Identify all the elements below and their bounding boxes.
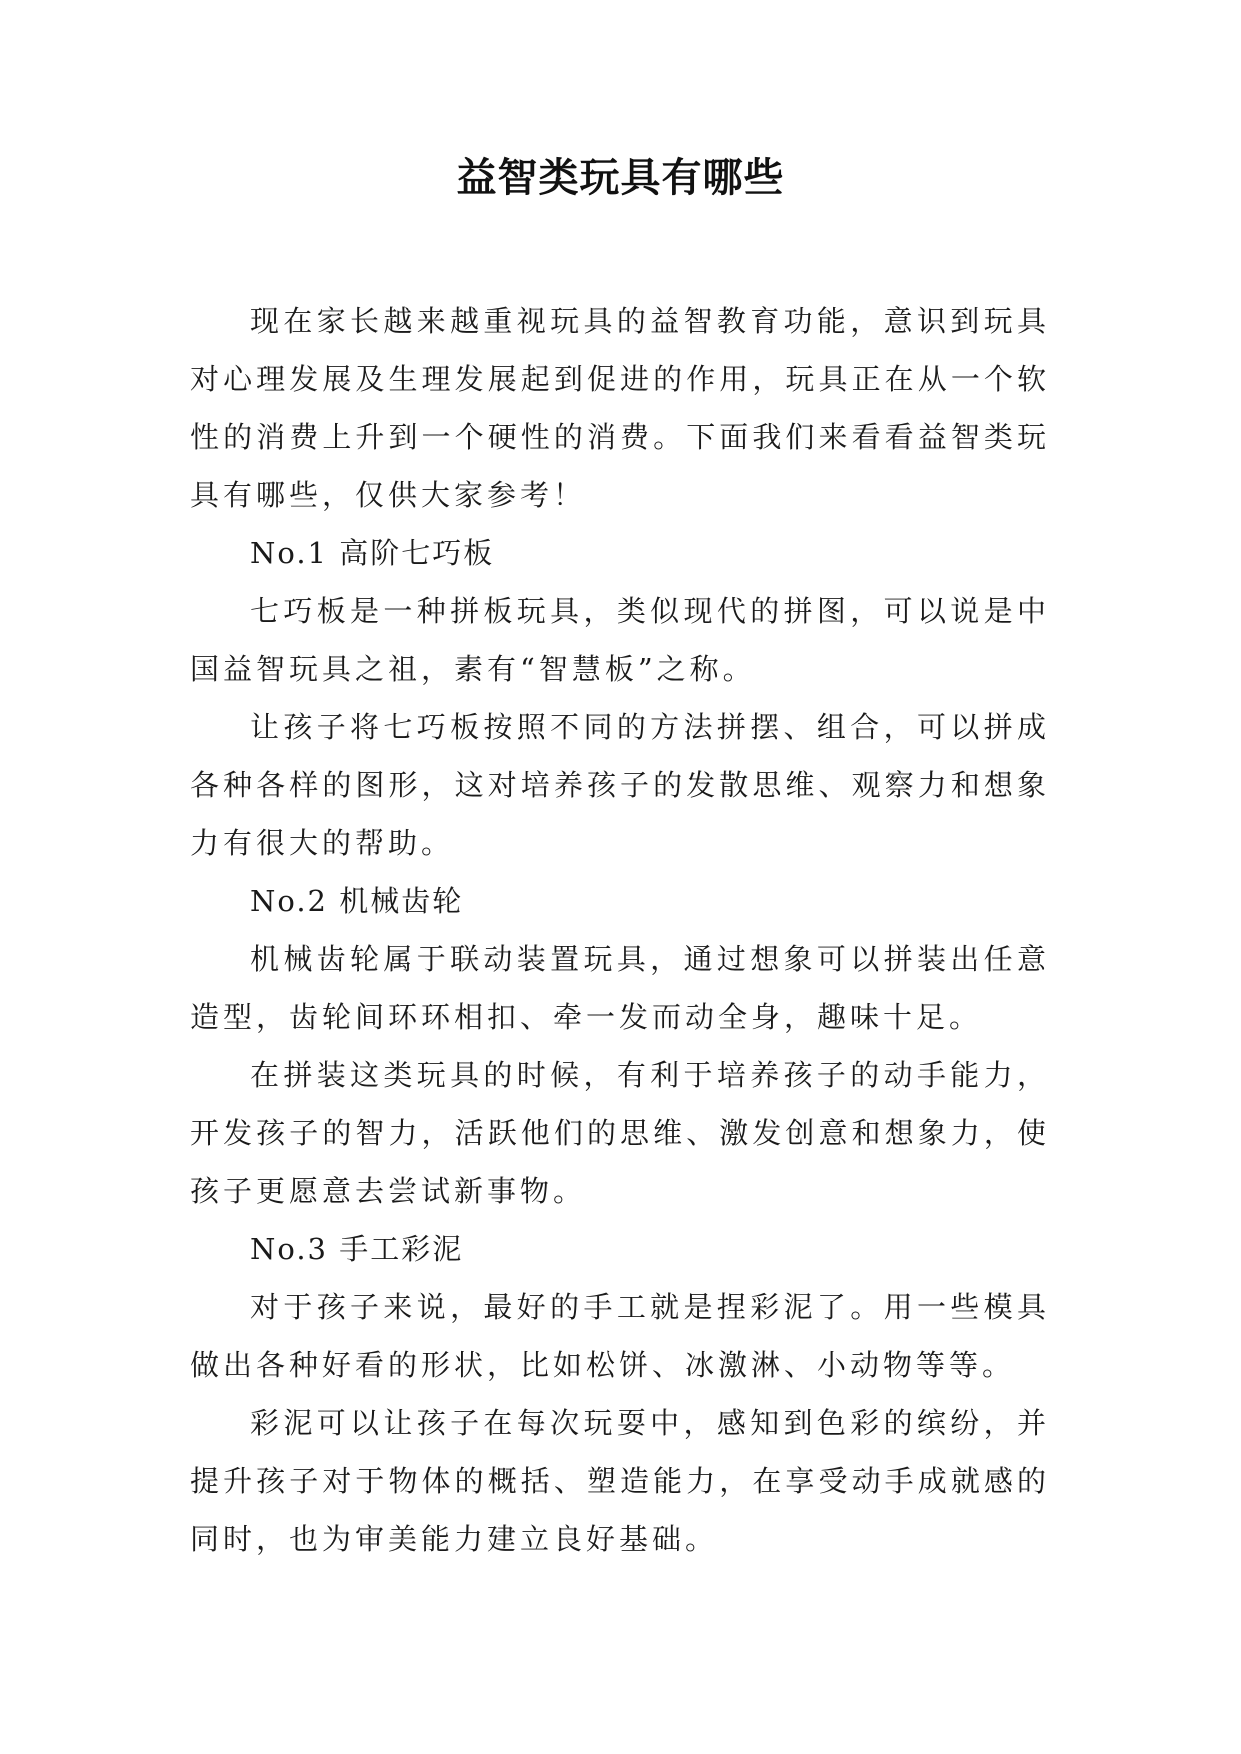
intro-paragraph: 现在家长越来越重视玩具的益智教育功能，意识到玩具对心理发展及生理发展起到促进的作用，玩具正在从一个软性的消费上升到一个硬性的消费。下面我们来看看益智类玩具有哪些，仅供大家参考！ — [190, 304, 1050, 512]
section-heading-2: No.2 机械齿轮 — [250, 884, 464, 918]
body-paragraph: 彩泥可以让孩子在每次玩耍中，感知到色彩的缤纷，并提升孩子对于物体的概括、塑造能力，在享受动手成就感的同时，也为审美能力建立良好基础。 — [190, 1406, 1050, 1556]
document-body — [190, 292, 1050, 1568]
body-paragraph: 在拼装这类玩具的时候，有利于培养孩子的动手能力，开发孩子的智力，活跃他们的思维、激发创意和想象力，使孩子更愿意去尝试新事物。 — [190, 1058, 1050, 1208]
section-heading-3: No.3 手工彩泥 — [250, 1232, 464, 1266]
body-paragraph: 对于孩子来说，最好的手工就是捏彩泥了。用一些模具做出各种好看的形状，比如松饼、冰激淋、小动物等等。 — [190, 1290, 1050, 1382]
document-title: 益智类玩具有哪些 — [456, 155, 785, 201]
body-paragraph: 七巧板是一种拼板玩具，类似现代的拼图，可以说是中国益智玩具之祖，素有“智慧板”之称。 — [190, 594, 1050, 686]
body-paragraph: 让孩子将七巧板按照不同的方法拼摆、组合，可以拼成各种各样的图形，这对培养孩子的发散思维、观察力和想象力有很大的帮助。 — [190, 710, 1050, 860]
section-heading-1: No.1 高阶七巧板 — [250, 536, 495, 570]
body-paragraph: 机械齿轮属于联动装置玩具，通过想象可以拼装出任意造型，齿轮间环环相扣、牵一发而动全身，趣味十足。 — [190, 942, 1050, 1034]
